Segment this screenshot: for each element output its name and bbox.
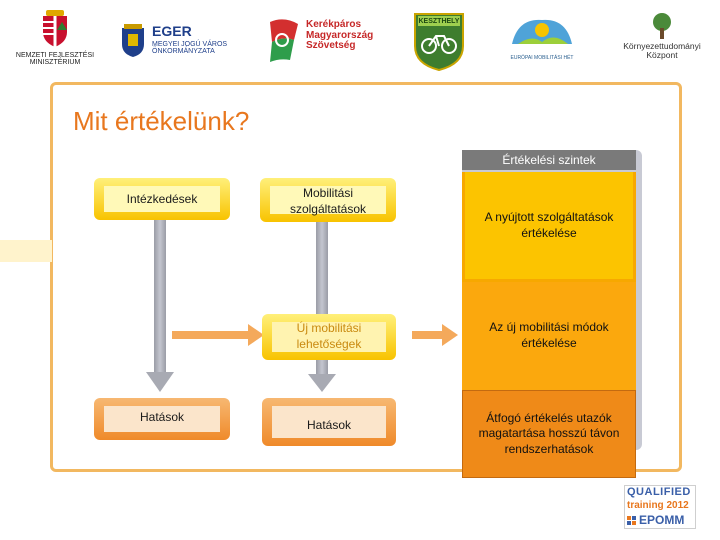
left-down-arrow xyxy=(146,218,174,392)
left-right-arrow xyxy=(172,324,264,346)
epomm-grid-icon xyxy=(627,516,637,526)
measures-label: Intézkedések xyxy=(126,192,198,206)
keszthely-logo-text: KESZTHELY xyxy=(418,18,460,25)
mobility-services-box xyxy=(260,178,396,222)
ministry-logo-text: NEMZETI FEJLESZTÉSI MINISZTÉRIUM xyxy=(15,52,95,67)
measures-box xyxy=(94,178,230,220)
environment-center-text: Környezettudományi Központ xyxy=(623,41,701,60)
left-impacts-label: Hatások xyxy=(139,410,185,424)
qualified-badge xyxy=(624,485,696,529)
level-overall-text: Átfogó értékelés utazók magatartása hosszú távon rendszerhatások xyxy=(478,410,620,456)
badge-line-qualified: QUALIFIED xyxy=(627,486,691,498)
new-mobility-box xyxy=(262,314,396,360)
middle-down-arrow-2 xyxy=(308,360,336,392)
new-mobility-label: Új mobilitási lehetőségek xyxy=(296,321,362,351)
middle-impacts-label: Hatások xyxy=(306,418,352,433)
mobility-week-text: EURÓPAI MOBILITÁSI HÉT xyxy=(510,55,574,61)
mobility-services-label: Mobilitási szolgáltatások xyxy=(289,186,367,216)
middle-impacts-box xyxy=(262,398,396,446)
eger-logo-text: EGER MEGYEI JOGÚ VÁROS ÖNKORMÁNYZATA xyxy=(152,23,228,56)
level-new-modes-text: Az új mobilitási módok értékelése xyxy=(489,320,609,350)
slide-title: Mit értékelünk? xyxy=(73,106,250,136)
kmsz-logo-text: Kerékpáros Magyarország Szövetség xyxy=(306,19,374,51)
badge-line-epomm: EPOMM xyxy=(639,513,685,527)
badge-line-training: training 2012 xyxy=(627,500,689,511)
levels-header: Értékelési szintek xyxy=(462,150,636,170)
left-impacts-box xyxy=(94,398,230,440)
level-services-text: A nyújtott szolgáltatások értékelése xyxy=(484,209,614,240)
middle-right-arrow xyxy=(412,324,458,346)
